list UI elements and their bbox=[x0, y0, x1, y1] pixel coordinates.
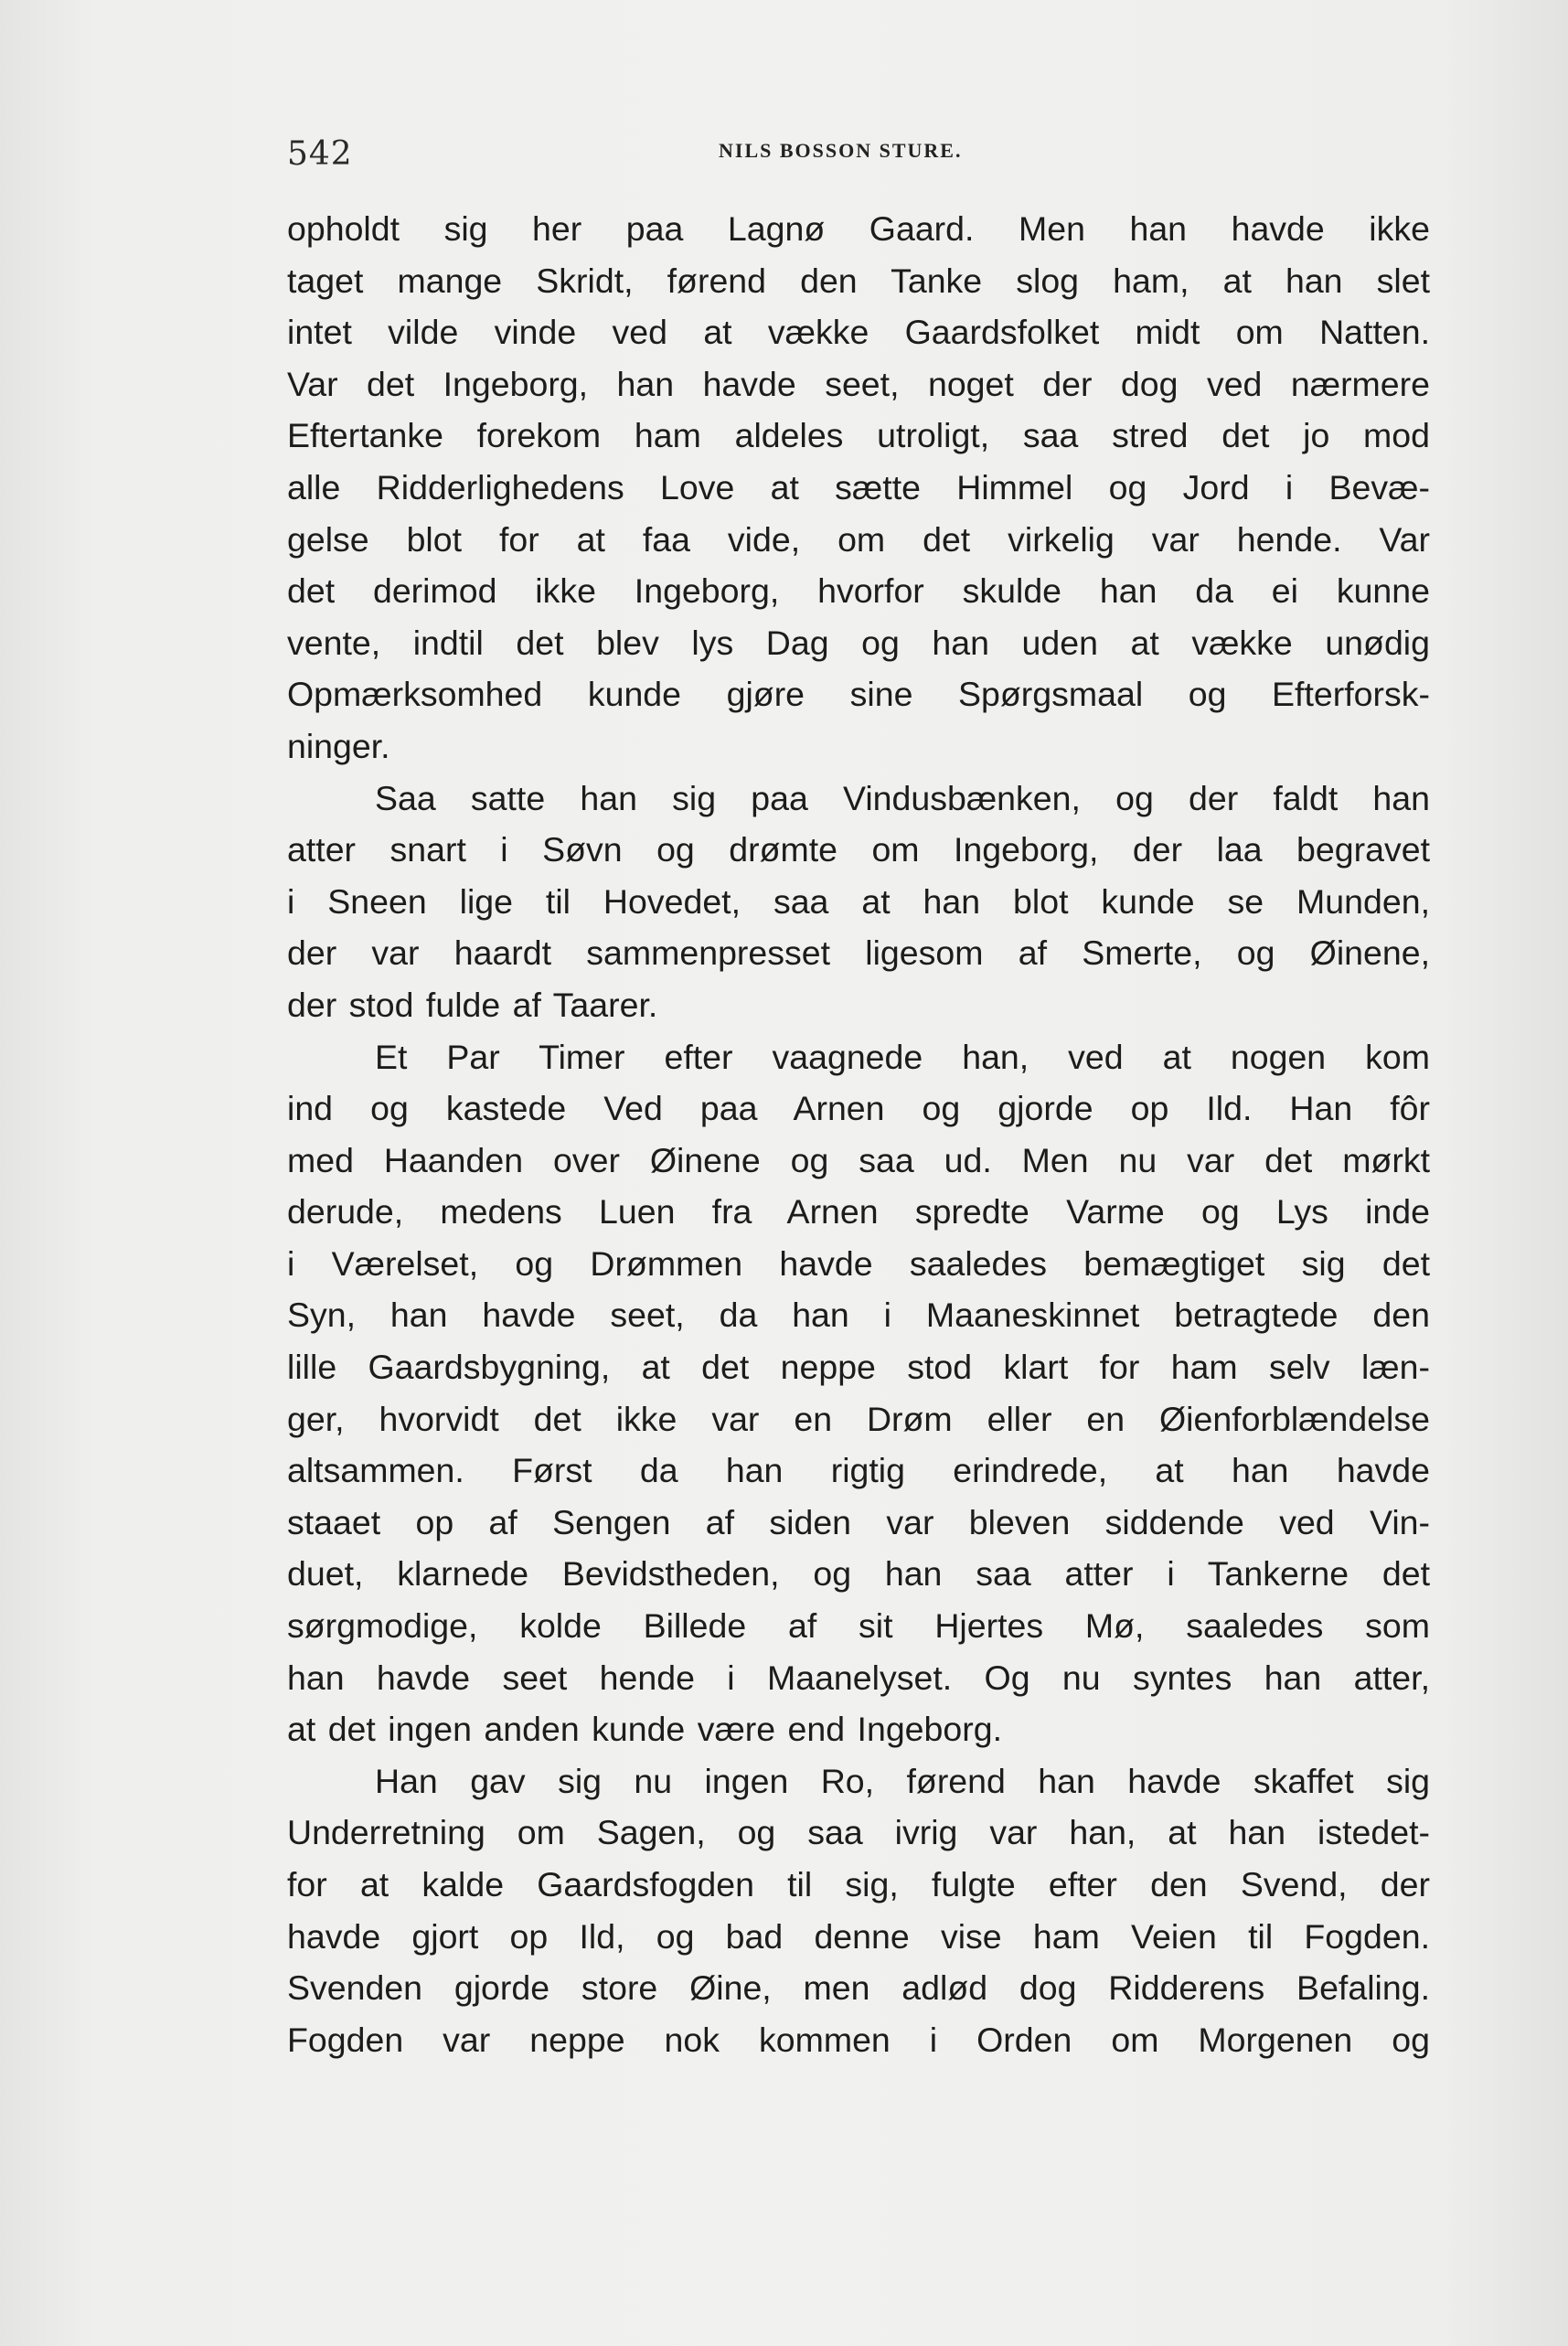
text-line: gelse blot for at faa vide, om det virkelig var hende. Var bbox=[287, 519, 1430, 559]
text-line: ger, hvorvidt det ikke var en Drøm eller en Øienforblændelse bbox=[287, 1399, 1430, 1438]
text-line: med Haanden over Øinene og saa ud. Men nu var det mørkt bbox=[287, 1140, 1430, 1179]
page-header bbox=[287, 128, 1439, 183]
text-line: altsammen. Først da han rigtig erindrede, at han havde bbox=[287, 1451, 1430, 1490]
text-line: Et Par Timer efter vaagnede han, ved at nogen kom bbox=[375, 1037, 1430, 1076]
text-line: der var haardt sammenpresset ligesom af Smerte, og Øinene, bbox=[287, 933, 1430, 973]
text-line: for at kalde Gaardsfogden til sig, fulgte efter den Svend, der bbox=[287, 1865, 1430, 1903]
text-line: vente, indtil det blev lys Dag og han uden at vække unødig bbox=[287, 623, 1430, 662]
text-line: opholdt sig her paa Lagnø Gaard. Men han havde ikke bbox=[287, 209, 1430, 248]
text-line: intet vilde vinde ved at vække Gaardsfolket midt om Natten. bbox=[287, 313, 1430, 352]
text-line: Syn, han havde seet, da han i Maaneskinnet betragtede den bbox=[287, 1296, 1430, 1335]
text-line: Svenden gjorde store Øine, men adlød dog Ridderens Befaling. bbox=[287, 1968, 1430, 2008]
running-title: NILS BOSSON STURE. bbox=[719, 139, 963, 162]
text-line: ind og kastede Ved paa Arnen og gjorde op Ild. Han fôr bbox=[287, 1089, 1430, 1128]
text-line: taget mange Skridt, førend den Tanke slog ham, at han slet bbox=[287, 261, 1430, 300]
text-line: Han gav sig nu ingen Ro, førend han havde skaffet sig bbox=[375, 1761, 1430, 1800]
body-text bbox=[287, 203, 1430, 2065]
text-line: Opmærksomhed kunde gjøre sine Spørgsmaal og Efterforsk- bbox=[287, 675, 1430, 714]
text-line: derude, medens Luen fra Arnen spredte Varme og Lys inde bbox=[287, 1192, 1430, 1232]
text-line: atter snart i Søvn og drømte om Ingeborg, der laa begravet bbox=[287, 830, 1430, 869]
text-line: lille Gaardsbygning, at det neppe stod klart for ham selv læn- bbox=[287, 1348, 1430, 1387]
text-line: det derimod ikke Ingeborg, hvorfor skulde han da ei kunne bbox=[287, 571, 1430, 611]
text-line: ninger. bbox=[287, 726, 390, 765]
text-line: at det ingen anden kunde være end Ingeborg. bbox=[287, 1710, 1003, 1749]
text-line: duet, klarnede Bevidstheden, og han saa atter i Tankerne det bbox=[287, 1554, 1430, 1594]
text-line: i Sneen lige til Hovedet, saa at han blot kunde se Munden, bbox=[287, 881, 1430, 921]
text-line: Eftertanke forekom ham aldeles utroligt, saa stred det jo mod bbox=[287, 416, 1430, 455]
text-line: havde gjort op Ild, og bad denne vise ham Veien til Fogden. bbox=[287, 1916, 1430, 1956]
text-line: Var det Ingeborg, han havde seet, noget der dog ved nærmere bbox=[287, 364, 1430, 403]
text-line: staaet op af Sengen af siden var bleven siddende ved Vin- bbox=[287, 1502, 1430, 1541]
text-line: alle Ridderlighedens Love at sætte Himmel og Jord i Bevæ- bbox=[287, 467, 1430, 507]
text-line: Saa satte han sig paa Vindusbænken, og der faldt han bbox=[375, 778, 1430, 817]
text-line: sørgmodige, kolde Billede af sit Hjertes Mø, saaledes som bbox=[287, 1606, 1430, 1646]
text-line: der stod fulde af Taarer. bbox=[287, 985, 658, 1024]
page-number: 542 bbox=[287, 135, 353, 173]
text-line: han havde seet hende i Maanelyset. Og nu syntes han atter, bbox=[287, 1658, 1430, 1697]
text-line: Underretning om Sagen, og saa ivrig var han, at han istedet- bbox=[287, 1813, 1430, 1852]
text-line: Fogden var neppe nok kommen i Orden om Morgenen og bbox=[287, 2020, 1430, 2059]
text-line: i Værelset, og Drømmen havde saaledes bemægtiget sig det bbox=[287, 1243, 1430, 1283]
